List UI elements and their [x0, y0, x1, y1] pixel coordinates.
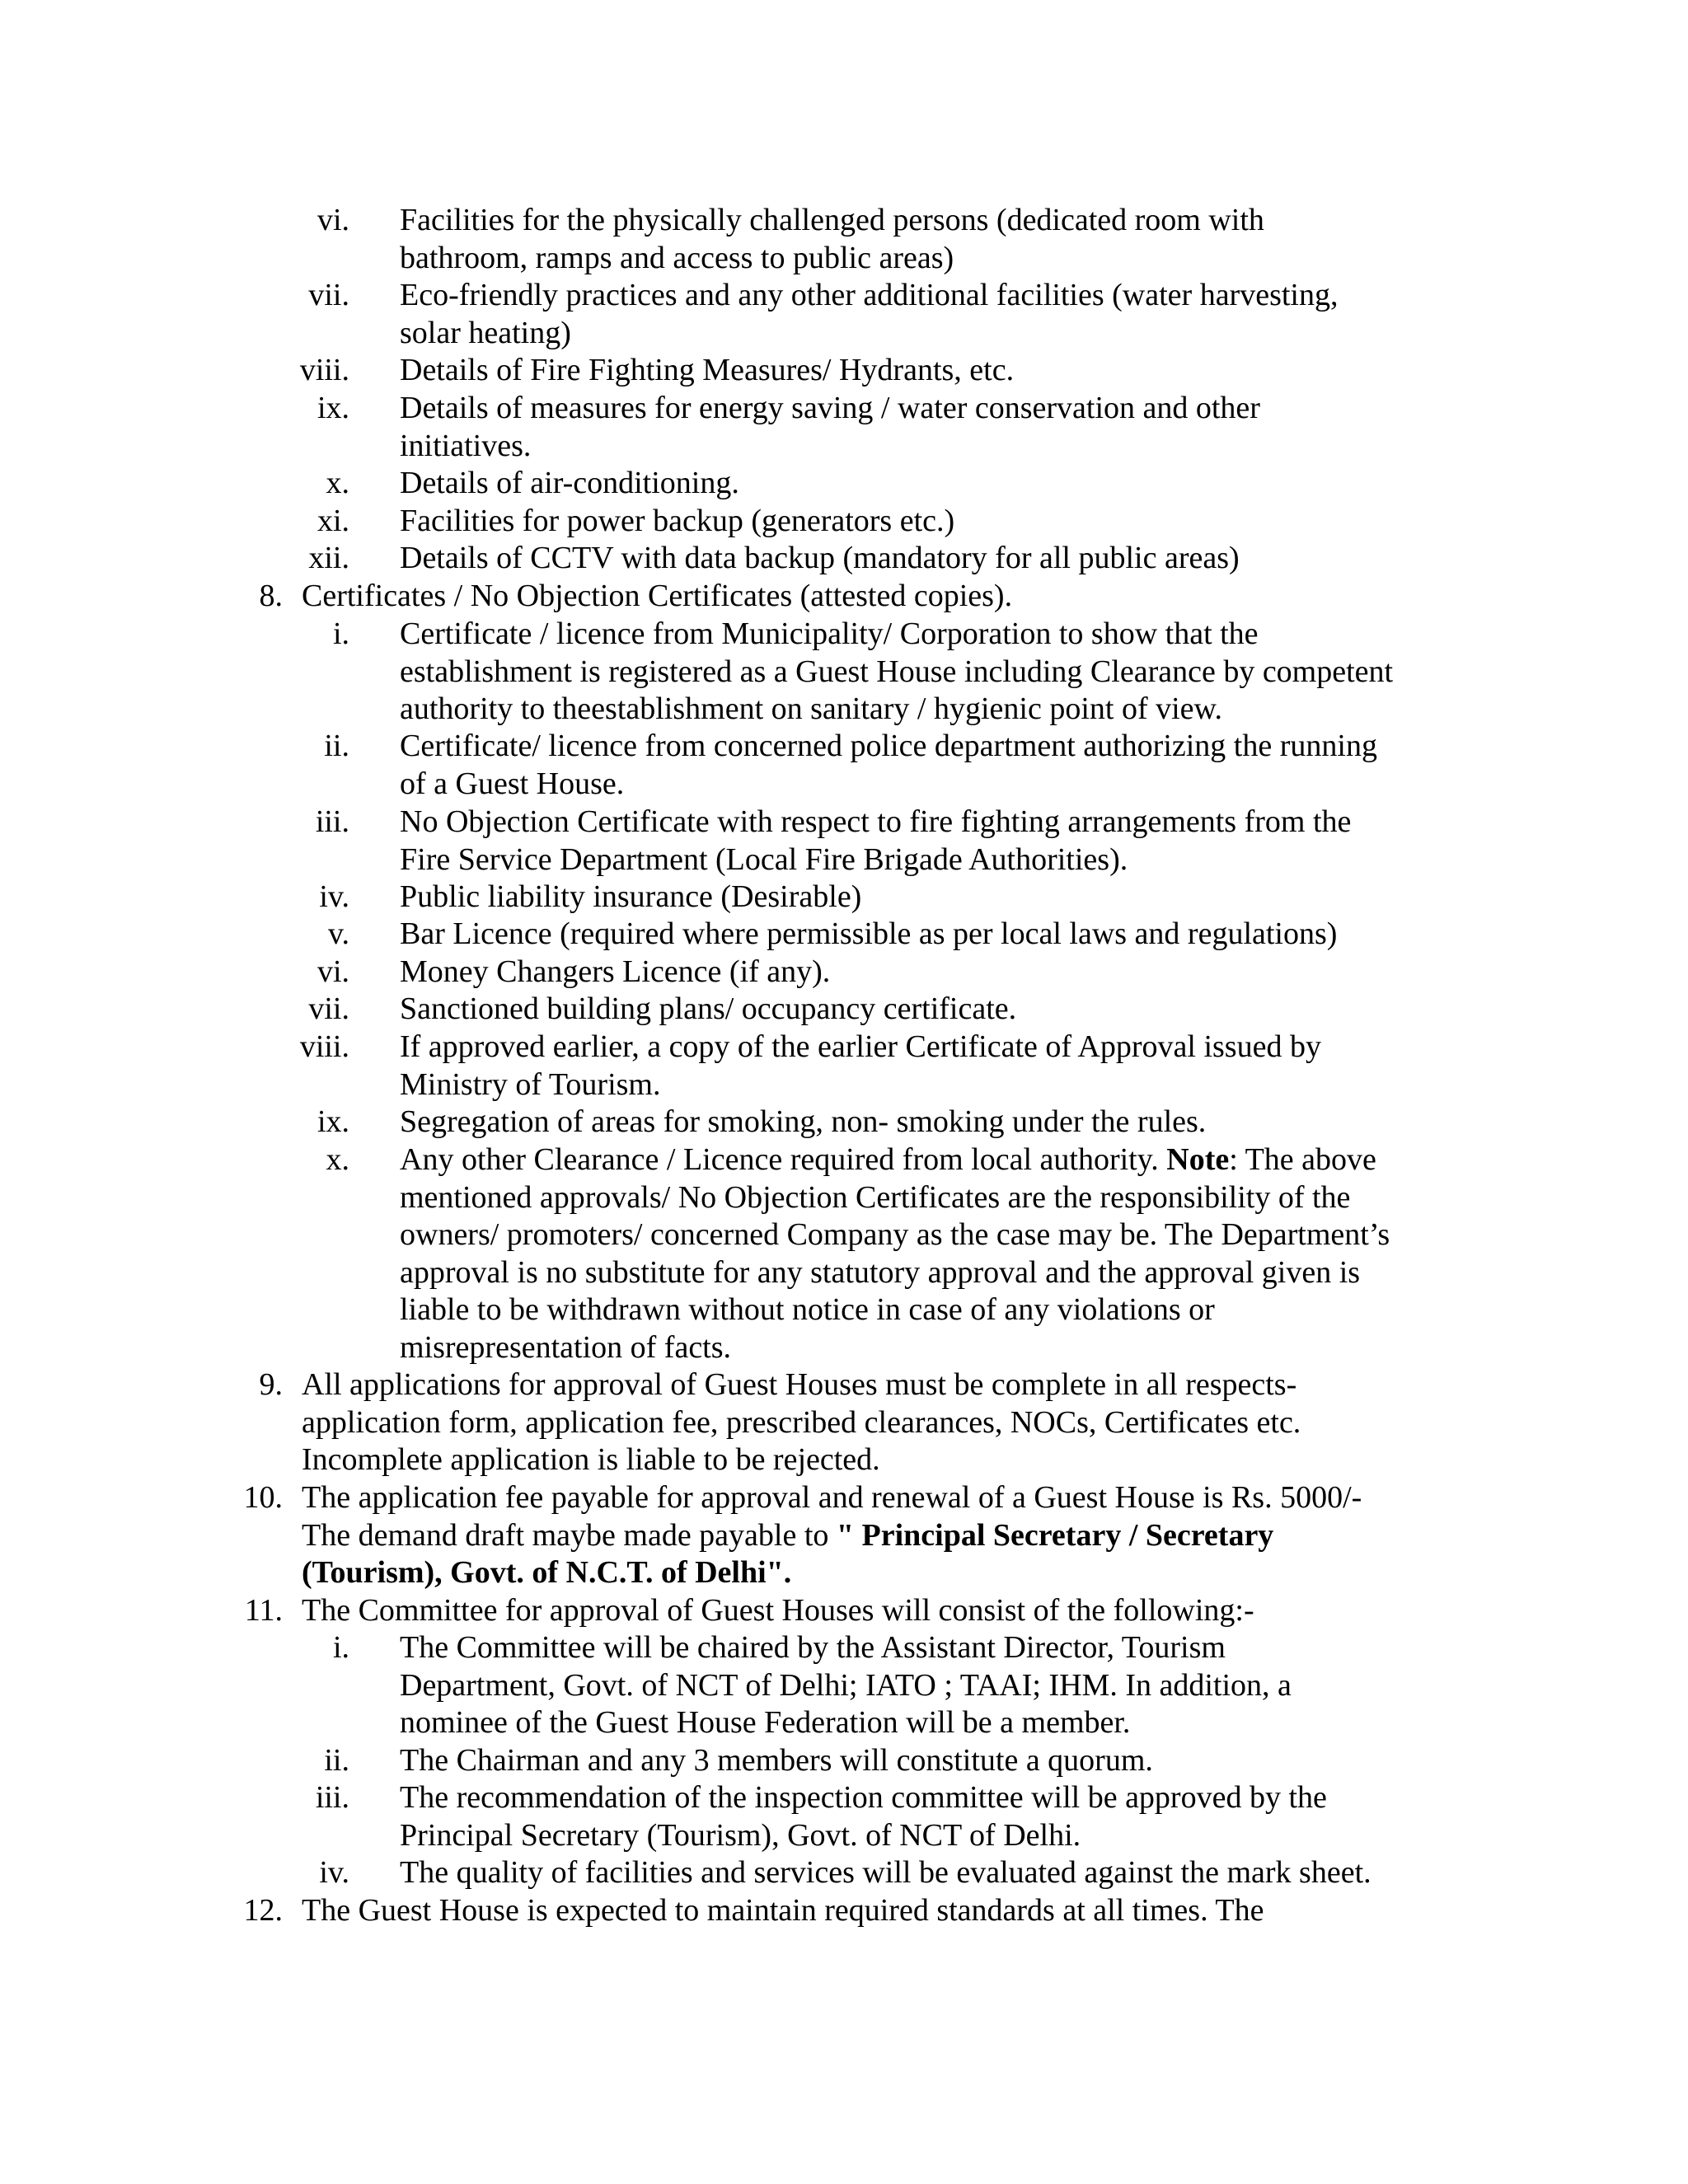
list-text: Bar Licence (required where permissible as per local laws and regulations) [400, 916, 1338, 951]
list-text: Money Changers Licence (if any). [400, 954, 831, 989]
list-marker: ix. [316, 1104, 349, 1139]
list-marker: i. [332, 1630, 349, 1665]
list-text: Details of CCTV with data backup (mandatory for all public areas) [400, 541, 1240, 575]
list-text: Facilities for power backup (generators etc.) [400, 504, 955, 538]
list-text: The Committee for approval of Guest Houses will consist of the following:- [302, 1593, 1254, 1628]
list-text: All applications for approval of Guest Houses must be complete in all respects- application form, application fee, prescribed clearances, NOCs, Certificates etc. Incomplete application is liable to be rejected. [302, 1367, 1301, 1478]
list-text: Segregation of areas for smoking, non- smoking under the rules. [400, 1104, 1207, 1139]
list-text: Public liability insurance (Desirable) [400, 879, 862, 914]
note-label: Note [1166, 1142, 1230, 1177]
list-marker: i. [332, 616, 349, 651]
list-text: The quality of facilities and services will be evaluated against the mark sheet. [400, 1855, 1372, 1890]
list-text: Certificate/ licence from concerned police department authorizing the running of a Guest House. [400, 729, 1377, 801]
payee-name: " Principal Secretary / Secretary (Tourism), Govt. of N.C.T. of Delhi". [302, 1517, 1274, 1591]
list-marker: xii. [308, 541, 349, 575]
list-text: Certificate / licence from Municipality/ Corporation to show that the establishment is registered as a Guest House including Clearance by competent authority to theestablishment on sanitary / hygienic point of view. [400, 616, 1394, 727]
list-text: Certificates / No Objection Certificates (attested copies). [302, 579, 1013, 613]
list-marker: 8. [259, 579, 283, 613]
list-marker: iii. [315, 1780, 349, 1815]
list-marker: vii. [308, 991, 349, 1026]
list-marker: 12. [243, 1893, 283, 1928]
list-marker: xi. [316, 504, 349, 538]
list-text: The Committee will be chaired by the Assistant Director, Tourism Department, Govt. of NCT of Delhi; IATO ; TAAI; IHM. In addition, a nominee of the Guest House Federation will be a member. [400, 1630, 1292, 1741]
list-marker: x. [326, 466, 349, 500]
list-marker: iv. [319, 879, 349, 914]
list-text: The recommendation of the inspection committee will be approved by the Principal Secretary (Tourism), Govt. of NCT of Delhi. [400, 1780, 1327, 1853]
list-marker: vi. [316, 954, 349, 989]
list-marker: ii. [324, 1743, 349, 1778]
list-marker: viii. [299, 353, 349, 387]
list-text: No Objection Certificate with respect to fire fighting arrangements from the Fire Service Department (Local Fire Brigade Authorities). [400, 804, 1352, 877]
list-marker: 9. [259, 1367, 283, 1402]
list-marker: x. [326, 1142, 349, 1177]
list-marker: iv. [319, 1855, 349, 1890]
list-text: Details of measures for energy saving / water conservation and other initiatives. [400, 391, 1260, 463]
list-marker: iii. [315, 804, 349, 839]
list-text: Any other Clearance / Licence required from local authority. Note: The above mentioned approvals/ No Objection Certificates are the responsibility of the owners/ promoters/ concerned Company as the case may be. The Department’s approval is no substitute for any statutory approval and the approval given is liable to be withdrawn without notice in case of any violations or misrepresentation of facts. [400, 1142, 1390, 1365]
list-text: Eco-friendly practices and any other additional facilities (water harvesting, solar heating) [400, 278, 1339, 350]
list-marker: v. [327, 916, 349, 951]
list-text: If approved earlier, a copy of the earlier Certificate of Approval issued by Ministry of Tourism. [400, 1029, 1321, 1102]
list-marker: ii. [324, 729, 349, 763]
list-marker: ix. [316, 391, 349, 425]
list-text: Sanctioned building plans/ occupancy certificate. [400, 991, 1017, 1026]
list-text: Facilities for the physically challenged persons (dedicated room with bathroom, ramps and access to public areas) [400, 203, 1264, 275]
list-marker: vi. [316, 203, 349, 237]
list-marker: 10. [243, 1480, 283, 1515]
list-text: The application fee payable for approval and renewal of a Guest House is Rs. 5000/- The demand draft maybe made payable to " Principal Secretary / Secretary (Tourism), Govt. of N.C.T. of Delhi". [302, 1480, 1362, 1591]
list-text: Details of air-conditioning. [400, 466, 739, 500]
list-marker: viii. [299, 1029, 349, 1064]
list-text: The Guest House is expected to maintain required standards at all times. The [302, 1893, 1264, 1928]
list-marker: 11. [244, 1593, 283, 1628]
list-text: The Chairman and any 3 members will constitute a quorum. [400, 1743, 1153, 1778]
list-text: Details of Fire Fighting Measures/ Hydrants, etc. [400, 353, 1015, 387]
list-marker: vii. [308, 278, 349, 312]
